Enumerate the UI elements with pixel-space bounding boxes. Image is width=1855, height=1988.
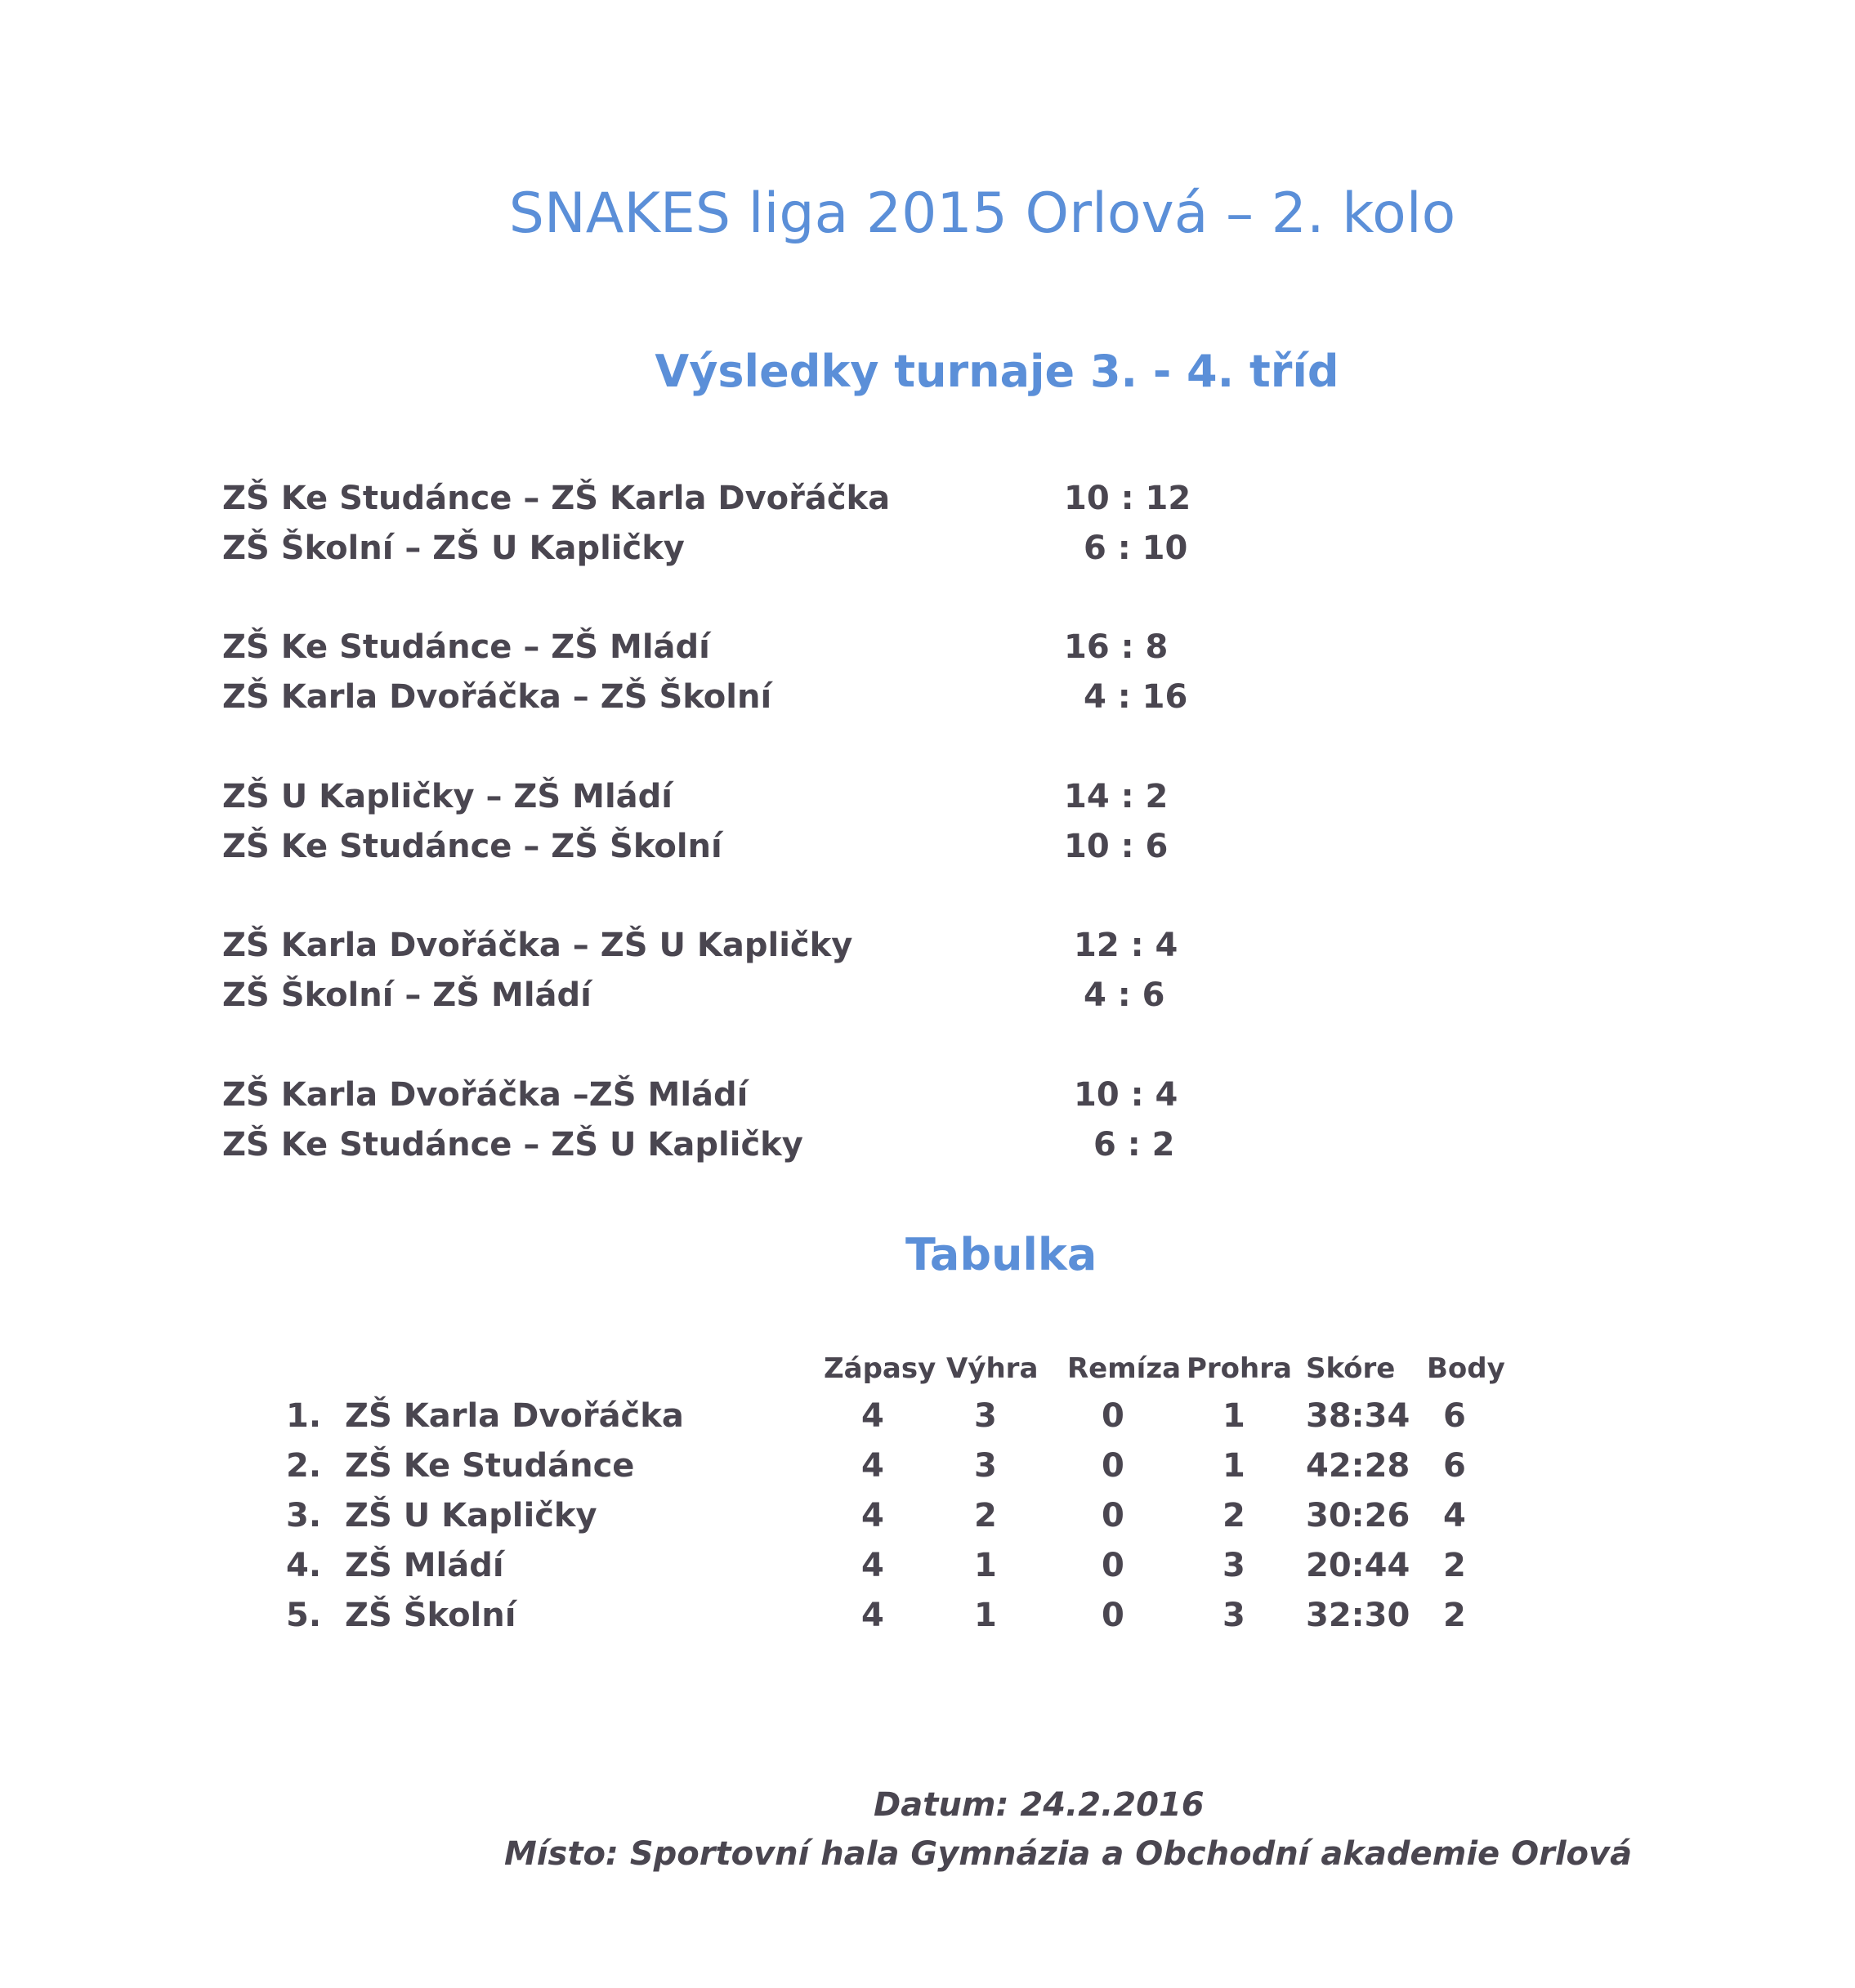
team-name: ZŠ Školní xyxy=(345,1597,516,1634)
table-row xyxy=(0,1447,1855,1499)
table-row xyxy=(0,1599,1855,1648)
body-cell: 2 xyxy=(1443,1547,1466,1584)
column-header-body: Body xyxy=(1427,1352,1505,1385)
skore-cell: 38:34 xyxy=(1306,1397,1410,1435)
match-teams: ZŠ Ke Studánce – ZŠ U Kapličky xyxy=(222,1126,803,1164)
team-name: ZŠ Mládí xyxy=(345,1547,504,1584)
prohra-cell: 3 xyxy=(1223,1597,1245,1634)
match-teams: ZŠ Ke Studánce – ZŠ Mládí xyxy=(222,628,710,666)
match-score: 14 : 2 xyxy=(1064,778,1169,815)
column-header-remiza: Remíza xyxy=(1067,1352,1182,1385)
match-score: 4 : 16 xyxy=(1084,678,1188,716)
body-cell: 2 xyxy=(1443,1597,1466,1634)
zapasy-cell: 4 xyxy=(861,1597,884,1634)
match-teams: ZŠ Karla Dvořáčka – ZŠ U Kapličky xyxy=(222,927,853,964)
match-teams: ZŠ Karla Dvořáčka –ZŠ Mládí xyxy=(222,1076,749,1114)
prohra-cell: 1 xyxy=(1223,1397,1245,1435)
zapasy-cell: 4 xyxy=(861,1497,884,1535)
match-teams: ZŠ Ke Studánce – ZŠ Školní xyxy=(222,828,722,865)
rank: 4. xyxy=(286,1547,322,1584)
match-score: 4 : 6 xyxy=(1084,976,1165,1014)
zapasy-cell: 4 xyxy=(861,1547,884,1584)
vyhra-cell: 3 xyxy=(974,1447,997,1485)
skore-cell: 42:28 xyxy=(1306,1447,1410,1485)
remiza-cell: 0 xyxy=(1102,1497,1124,1535)
document-subtitle: Výsledky turnaje 3. - 4. tříd xyxy=(655,346,1339,397)
standings-heading: Tabulka xyxy=(905,1229,1097,1280)
body-cell: 6 xyxy=(1443,1397,1466,1435)
match-score: 6 : 2 xyxy=(1093,1126,1175,1164)
table-row xyxy=(0,1397,1855,1449)
column-header-skore: Skóre xyxy=(1306,1352,1396,1385)
column-header-zapasy: Zápasy xyxy=(824,1352,936,1385)
zapasy-cell: 4 xyxy=(861,1447,884,1485)
prohra-cell: 2 xyxy=(1223,1497,1245,1535)
document-title: SNAKES liga 2015 Orlová – 2. kolo xyxy=(508,181,1456,246)
match-score: 10 : 12 xyxy=(1064,480,1191,517)
team-name: ZŠ Karla Dvořáčka xyxy=(345,1397,684,1435)
team-name: ZŠ U Kapličky xyxy=(345,1497,597,1535)
skore-cell: 32:30 xyxy=(1306,1597,1410,1634)
match-score: 12 : 4 xyxy=(1074,927,1178,964)
event-date: Datum: 24.2.2016 xyxy=(874,1786,1205,1824)
match-score: 10 : 6 xyxy=(1064,828,1169,865)
remiza-cell: 0 xyxy=(1102,1547,1124,1584)
table-row xyxy=(0,1549,1855,1598)
prohra-cell: 1 xyxy=(1223,1447,1245,1485)
match-teams: ZŠ Školní – ZŠ Mládí xyxy=(222,976,592,1014)
table-row xyxy=(0,1499,1855,1548)
match-teams: ZŠ U Kapličky – ZŠ Mládí xyxy=(222,778,673,815)
column-header-prohra: Prohra xyxy=(1187,1352,1292,1385)
vyhra-cell: 3 xyxy=(974,1397,997,1435)
match-teams: ZŠ Ke Studánce – ZŠ Karla Dvořáčka xyxy=(222,480,891,517)
match-teams: ZŠ Karla Dvořáčka – ZŠ Školní xyxy=(222,678,772,716)
rank: 1. xyxy=(286,1397,322,1435)
body-cell: 4 xyxy=(1443,1497,1466,1535)
body-cell: 6 xyxy=(1443,1447,1466,1485)
rank: 3. xyxy=(286,1497,322,1535)
vyhra-cell: 2 xyxy=(974,1497,997,1535)
event-place: Místo: Sportovní hala Gymnázia a Obchodní akademie Orlová xyxy=(504,1835,1633,1873)
skore-cell: 30:26 xyxy=(1306,1497,1410,1535)
match-score: 6 : 10 xyxy=(1084,529,1188,567)
vyhra-cell: 1 xyxy=(974,1597,997,1634)
match-score: 16 : 8 xyxy=(1064,628,1169,666)
zapasy-cell: 4 xyxy=(861,1397,884,1435)
remiza-cell: 0 xyxy=(1102,1397,1124,1435)
remiza-cell: 0 xyxy=(1102,1447,1124,1485)
prohra-cell: 3 xyxy=(1223,1547,1245,1584)
column-header-vyhra: Výhra xyxy=(946,1352,1039,1385)
match-score: 10 : 4 xyxy=(1074,1076,1178,1114)
match-teams: ZŠ Školní – ZŠ U Kapličky xyxy=(222,529,685,567)
rank: 2. xyxy=(286,1447,322,1485)
team-name: ZŠ Ke Studánce xyxy=(345,1447,635,1485)
vyhra-cell: 1 xyxy=(974,1547,997,1584)
remiza-cell: 0 xyxy=(1102,1597,1124,1634)
skore-cell: 20:44 xyxy=(1306,1547,1410,1584)
rank: 5. xyxy=(286,1597,322,1634)
